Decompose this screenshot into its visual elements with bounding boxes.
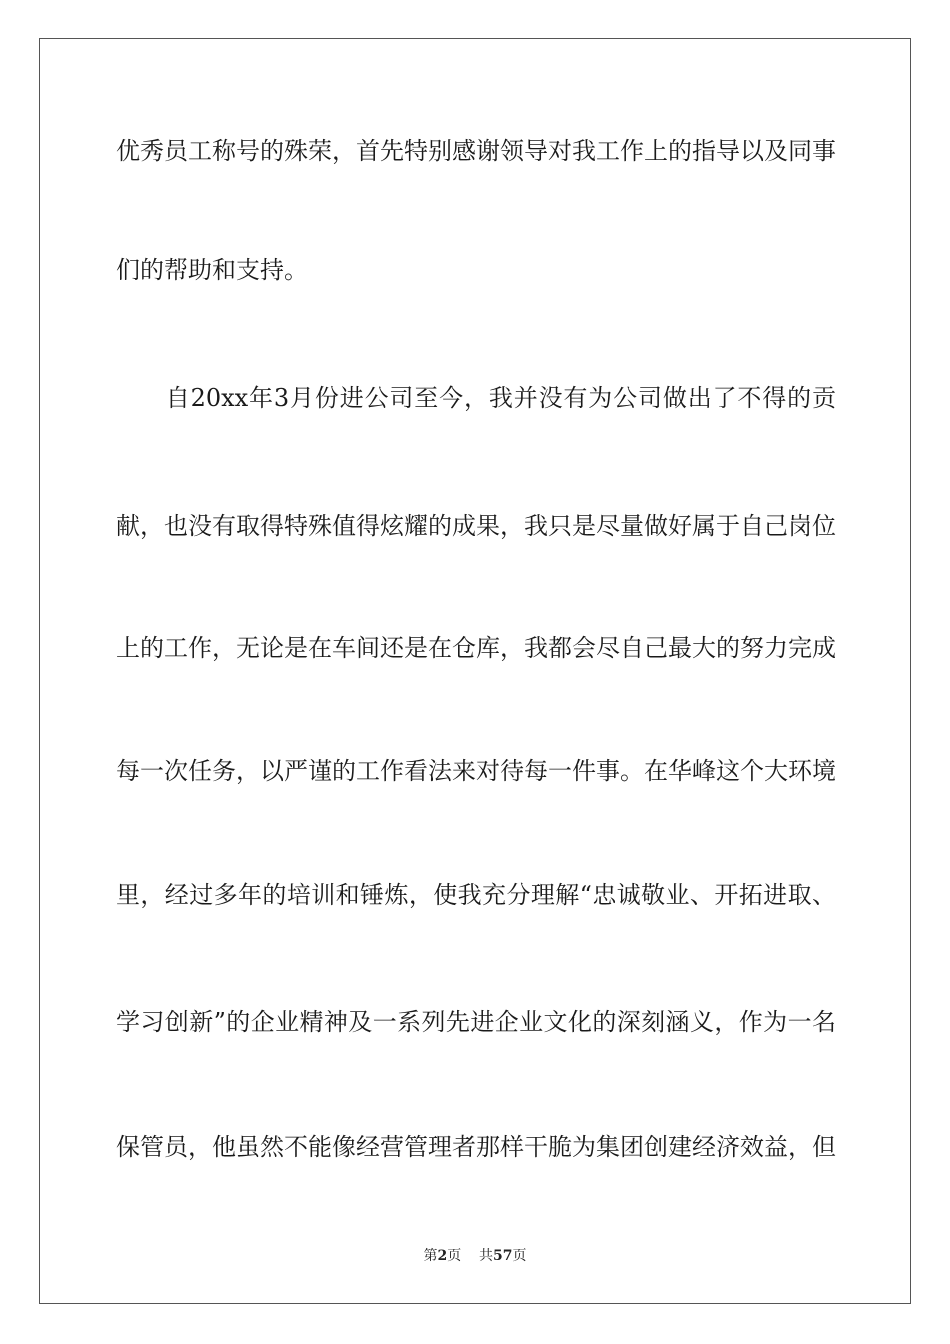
text-line: 自20xx年3月份进公司至今，我并没有为公司做出了不得的贡 [116,384,836,412]
text-line: 优秀员工称号的殊荣，首先特别感谢领导对我工作上的指导以及同事 [116,137,836,165]
text-line: 献，也没有取得特殊值得炫耀的成果，我只是尽量做好属于自己岗位 [116,512,836,540]
page-border [39,38,911,1304]
total-pages-number: 57 [493,1248,513,1264]
page-prefix: 第 [423,1248,438,1264]
total-prefix: 共 [479,1248,494,1264]
current-page-number: 2 [437,1248,448,1264]
page-footer [0,1247,950,1265]
total-suffix: 页 [512,1248,527,1264]
text-line: 们的帮助和支持。 [116,256,308,284]
text-line: 学习创新”的企业精神及一系列先进企业文化的深刻涵义，作为一名 [116,1008,836,1036]
text-line: 上的工作，无论是在车间还是在仓库，我都会尽自己最大的努力完成 [116,634,836,662]
page-suffix: 页 [447,1248,462,1264]
text-line: 每一次任务，以严谨的工作看法来对待每一件事。在华峰这个大环境 [116,757,836,785]
text-line: 里，经过多年的培训和锤炼，使我充分理解“忠诚敬业、开拓进取、 [116,881,836,909]
text-line: 保管员，他虽然不能像经营管理者那样干脆为集团创建经济效益，但 [116,1133,836,1161]
